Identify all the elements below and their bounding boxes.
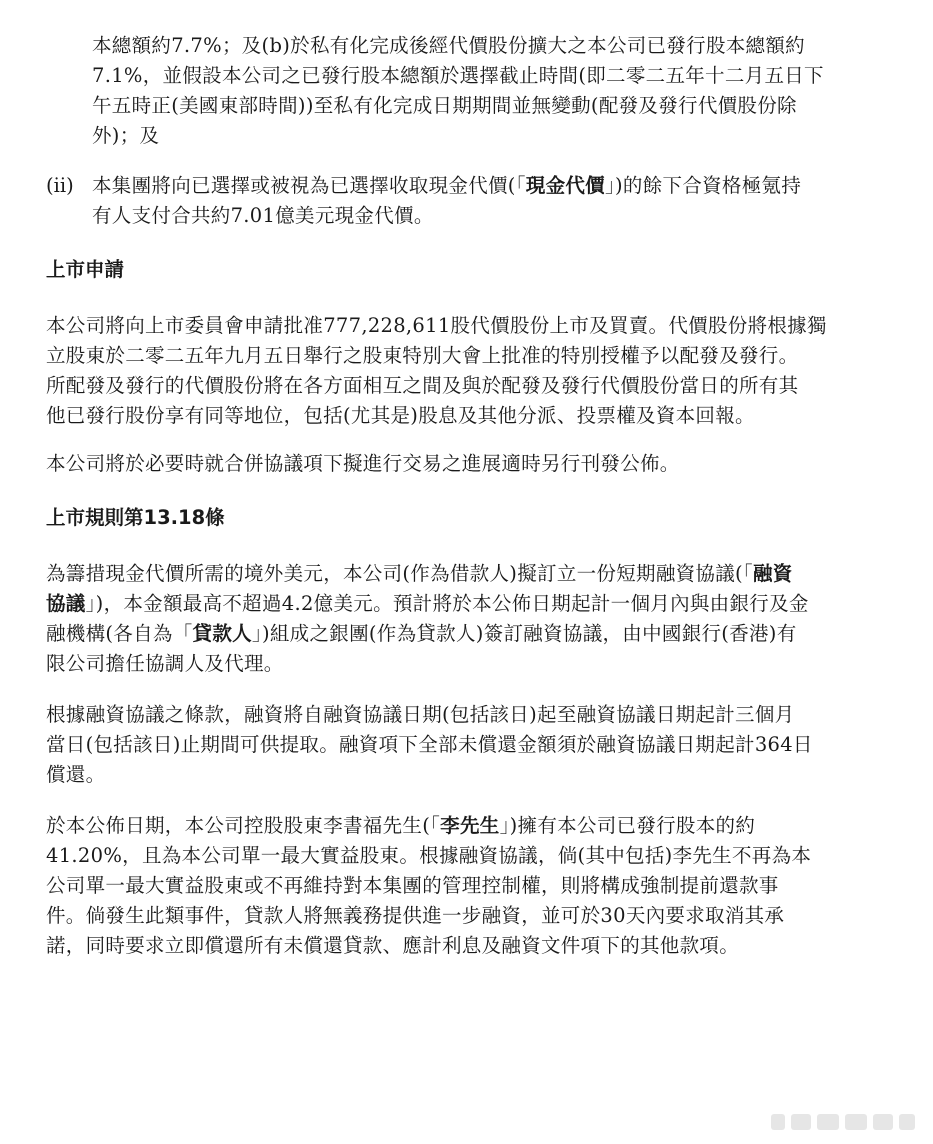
text-line: 有人支付合共約7.01億美元現金代價。 [92, 204, 434, 227]
text-fragment: 」)，本金額最高不超過4.2億美元。預計將於本公佈日期起計一個月內與由銀行及金 [85, 592, 809, 615]
text-line: 午五時正(美國東部時間))至私有化完成日期期間並無變動(配發及發行代價股份除 [92, 94, 797, 117]
watermark-graphic [769, 1108, 919, 1136]
text-line: 本公司將向上市委員會申請批准777,228,611股代價股份上市及買賣。代價股份將根據獨 [46, 314, 827, 337]
text-fragment: 於本公佈日期，本公司控股股東李書福先生(「 [46, 814, 441, 837]
text-fragment: 融機構(各自為「 [46, 622, 193, 645]
defined-term: 現金代價 [525, 174, 605, 197]
text-fragment: 」)的餘下合資格極氪持 [604, 174, 802, 197]
text-line: 他已發行股份享有同等地位，包括(尤其是)股息及其他分派、投票權及資本回報。 [46, 404, 755, 427]
text-line: 公司單一最大實益股東或不再維持對本集團的管理控制權，則將構成強制提前還款事 [46, 874, 779, 897]
section-heading-listing: 上市申請 [46, 258, 125, 281]
defined-term: 貸款人 [192, 622, 252, 645]
text-line: 當日(包括該日)止期間可供提取。融資項下全部未償還金額須於融資協議日期起計364日 [46, 733, 813, 756]
paragraph-terms [46, 700, 882, 790]
text-line: 件。倘發生此類事件，貸款人將無義務提供進一步融資，並可於30天內要求取消其承 [46, 904, 785, 927]
defined-term: 融資 [752, 562, 793, 585]
paragraph-facility [46, 559, 882, 679]
text-fragment: 」)組成之銀團(作為貸款人)簽訂融資協議，由中國銀行(香港)有 [251, 622, 797, 645]
paragraph-shareholder [46, 811, 882, 961]
text-line: 外)；及 [92, 124, 160, 147]
list-item-ii [92, 171, 882, 231]
text-line: 限公司擔任協調人及代理。 [46, 652, 284, 675]
paragraph-listing [46, 311, 882, 431]
text-line: 償還。 [46, 763, 106, 786]
text-line: 41.20%，且為本公司單一最大實益股東。根據融資協議，倘(其中包括)李先生不再為本 [46, 844, 812, 867]
defined-term: 協議 [46, 592, 86, 615]
text-fragment: 本集團將向已選擇或被視為已選擇收取現金代價(「 [92, 174, 526, 197]
text-line: 根據融資協議之條款，融資將自融資協議日期(包括該日)起至融資協議日期起計三個月 [46, 703, 795, 726]
text-line [46, 589, 882, 619]
text-fragment: 為籌措現金代價所需的境外美元，本公司(作為借款人)擬訂立一份短期融資協議(「 [46, 562, 753, 585]
list-item-label: (ii) [46, 174, 74, 197]
text-line [46, 559, 882, 589]
text-line: 諾，同時要求立即償還所有未償還貸款、應計利息及融資文件項下的其他款項。 [46, 934, 740, 957]
text-line: 所配發及發行的代價股份將在各方面相互之間及與於配發及發行代價股份當日的所有其 [46, 374, 799, 397]
paragraph-intro-continuation [92, 31, 882, 151]
defined-term: 李先生 [440, 814, 500, 837]
text-line: 本公司將於必要時就合併協議項下擬進行交易之進展適時另行刊發公佈。 [46, 452, 680, 475]
text-line: 7.1%，並假設本公司之已發行股本總額於選擇截止時間(即二零二五年十二月五日下 [92, 64, 824, 87]
section-heading-rule: 上市規則第13.18條 [46, 506, 225, 529]
paragraph-announcement [46, 449, 882, 479]
text-line [46, 619, 882, 649]
text-line [92, 171, 882, 201]
text-line [46, 811, 882, 841]
text-line: 本總額約7.7%；及(b)於私有化完成後經代價股份擴大之本公司已發行股本總額約 [92, 34, 805, 57]
text-fragment: 」)擁有本公司已發行股本的約 [499, 814, 756, 837]
text-line: 立股東於二零二五年九月五日舉行之股東特別大會上批准的特別授權予以配發及發行。 [46, 344, 799, 367]
